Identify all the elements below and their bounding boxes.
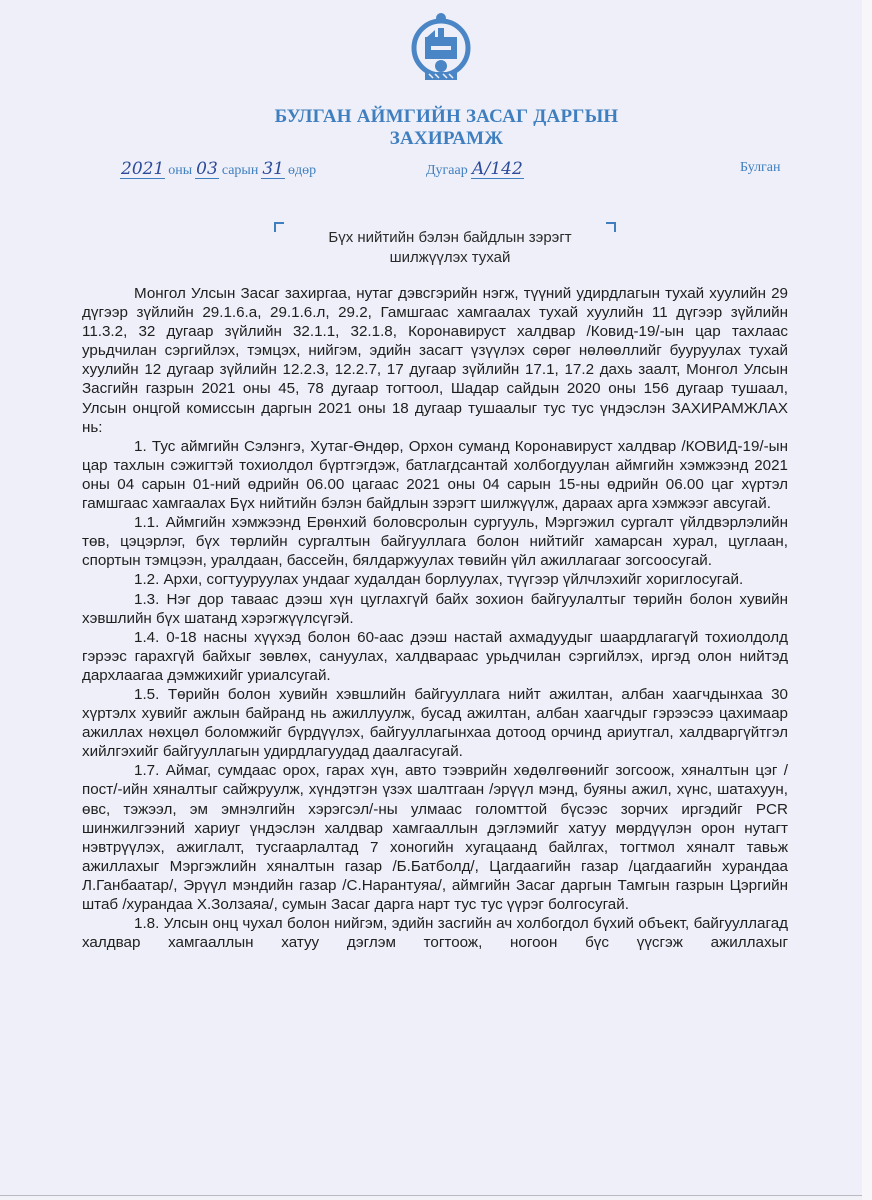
date-year: 2021 — [121, 159, 165, 179]
state-emblem-icon — [405, 10, 477, 86]
document-body — [82, 284, 788, 952]
clause-1-2: 1.2. Архи, согтууруулах ундааг худалдан борлуулах, түүгээр үйлчлэхийг хориглосугай. — [134, 571, 744, 589]
clause-1-7: 1.7. Аймаг, сумдаас орох, гарах хүн, авто тээврийн хөдөлгөөнийг зогсоож, хяналтын цэг /пост/-ийн хяналтыг сайжруулж, хүндэтгэн үзэх шалтгаан /эрүүл мэнд, буяны ажил, хүнс, шатахуун, өвс, тэжээл, эм эмнэлгийн хэрэгсэл/-ны улмаас голомттой бүсээс зорчих иргэдийг PCR шинжилгээний хариуг үндэслэн халдвар хамгааллын дэглэмийг хатуу мөрдүүлэн орон нутагт нэвтрүүлэх, ажиглалт, тусгаарлалтад 7 хоногийн хугацаанд байлгах, тогтмол хяналт тавьж ажиллахыг Мэргэжлийн хяналтын газар /Б.Батболд/, Цагдаагийн газар /цагдаагийн хурандаа Л.Ганбаатар/, Эрүүл мэндийн газар /С.Нарантуяа/, аймгийн Засаг даргын Тамгын газрын Цэргийн штаб /хурандаа Х.Золзаяа/, сумын Засаг дарга нарт тус тус үүрэг болгосугай. — [82, 762, 788, 913]
document-number: А/142 — [471, 159, 523, 179]
clause-1-3: 1.3. Нэг дор таваас дээш хүн цуглахгүй байх зохион байгуулалтыг төрийн болон хувийн хэвшлийн бүх шатанд хэрэгжүүлсүгэй. — [82, 590, 788, 627]
subject-line-1: Бүх нийтийн бэлэн байдлын зэрэгт — [328, 229, 572, 246]
date-day: 31 — [262, 159, 284, 179]
place: Булган — [740, 160, 781, 175]
date-month: 03 — [196, 159, 218, 179]
clause-1-5: 1.5. Төрийн болон хувийн хэвшлийн байгууллага нийт ажилтан, албан хаагчдынхаа 30 хүртэлх хувийг ажлын байранд нь ажиллуулж, бусад ажилтан, албан хаагчдыг гэрээсээ цахимаар ажиллах нөхцөл боломжийг бүрдүүлэх, байгууллагынхаа дотоод орчинд ариутгал, халдваргүйтгэл хийлгэхийг байгууллагын удирдлагуудад даалгасугай. — [82, 685, 788, 761]
year-label: оны — [168, 163, 193, 178]
issuer-title: БУЛГАН АЙМГИЙН ЗАСАГ ДАРГЫН — [274, 106, 619, 127]
number-label: Дугаар — [426, 163, 468, 178]
scan-edge — [862, 0, 872, 1200]
subject-title — [300, 228, 600, 268]
subject-bracket-right — [606, 222, 616, 232]
subject-bracket-left — [274, 222, 284, 232]
preamble-paragraph: Монгол Улсын Засаг захиргаа, нутаг дэвсгэрийн нэгж, түүний удирдлагын тухай хуулийн 29 дүгээр зүйлийн 29.1.6.а, 29.1.6.л, 29.2, Гамшгаас хамгаалах тухай хуулийн 11 дүгээр зүйлийн 11.3.2, 32 дугаар зүйлийн 32.1.1, 32.1.8, Коронавируст халдвар /Ковид-19/-ын цар тахлаас урьдчилан сэргийлэх, тэмцэх, нийгэм, эдийн засагт үзүүлэх сөрөг нөлөөллийг бууруулах тухай хуулийн 12 дугаар зүйлийн 12.2.3, 12.2.7, 17 дугаар зүйлийн 17.1, 17.2 дахь заалт, Монгол Улсын Засгийн газрын 2021 оны 45, 78 дугаар тогтоол, Шадар сайдын 2020 оны 156 дугаар тушаал, Улсын онцгой комиссын даргын 2021 оны 18 дугаар тушаалыг тус тус үндэслэн ЗАХИРАМЖЛАХ нь: — [82, 285, 788, 436]
document-type-title: ЗАХИРАМЖ — [389, 128, 504, 149]
subject-line-2: шилжүүлэх тухай — [389, 249, 511, 266]
clause-1-4: 1.4. 0-18 насны хүүхэд болон 60-аас дээш настай ахмадуудыг шаардлагагүй тохиолдолд гэрээс гарахгүй байхыг зөвлөх, сануулах, халдвараас урьдчилан сэргийлэх, иргэд олон нийтэд дархлаагаа дэмжихийг уриалсугай. — [82, 628, 788, 684]
number-line — [423, 160, 524, 179]
clause-1-8: 1.8. Улсын онц чухал болон нийгэм, эдийн засгийн ач холбогдол бүхий объект, байгууллагад халдвар хамгааллын хатуу дэглэм тогтоож, ногоон бүс үүсгэж ажиллахыг — [82, 915, 788, 952]
day-label: өдөр — [287, 163, 317, 178]
month-label: сарын — [221, 163, 259, 178]
clause-1: 1. Тус аймгийн Сэлэнгэ, Хутаг-Өндөр, Орхон суманд Коронавируст халдвар /КОВИД-19/-ын цар тахлын сэжигтэй тохиолдол бүртгэгдэж, батлагдсантай холбогдуулан аймгийн хэмжээнд 2021 оны 04 сарын 01-ний өдрийн 06.00 цагаас 2021 оны 04 сарын 15-ны өдрийн 06.00 цаг хүртэл гамшгаас хамгаалах Бүх нийтийн бэлэн байдлын зэрэгт шилжүүлж, дараах арга хэмжээг авсугай. — [82, 437, 788, 513]
clause-1-1: 1.1. Аймгийн хэмжээнд Ерөнхий боловсролын сургууль, Мэргэжил сургалт үйлдвэрлэлийн төв, цэцэрлэг, бүх төрлийн сургалтын байгууллага болон нийтийг хамарсан хурал, цуглаан, спортын тэмцээн, уралдаан, бассейн, бялдаржуулах төвийн үйл ажиллагааг зогсоосугай. — [82, 514, 788, 570]
date-line — [120, 160, 319, 179]
